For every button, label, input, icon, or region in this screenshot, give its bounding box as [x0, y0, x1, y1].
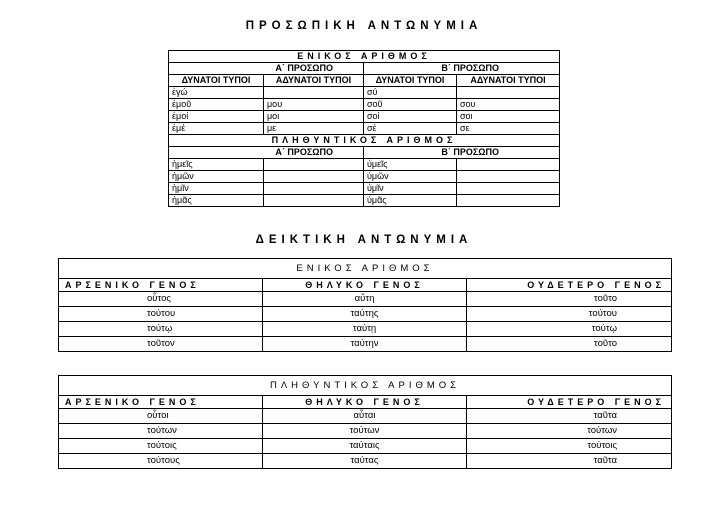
cell [457, 183, 560, 195]
masculine-header: ΑΡΣΕΝΙΚΟ ΓΕΝΟΣ [59, 396, 263, 409]
cell: σέ [364, 123, 457, 135]
cell: ἡμᾶς [169, 195, 264, 207]
cell: αὕτη [263, 292, 467, 307]
plural-header: ΠΛΗΘΥΝΤΙΚΟΣ ΑΡΙΘΜΟΣ [169, 135, 560, 147]
cell: σου [457, 99, 560, 111]
cell [457, 195, 560, 207]
cell: ὑμεῖς [364, 159, 457, 171]
cell: ἐγώ [169, 87, 264, 99]
personal-pronoun-table [168, 50, 560, 207]
neuter-header: ΟΥΔΕΤΕΡΟ ΓΕΝΟΣ [467, 396, 672, 409]
col-header: ΑΔΥΝΑΤΟΙ ΤΥΠΟΙ [264, 75, 364, 87]
cell: τούτοις [59, 439, 263, 454]
cell: μου [264, 99, 364, 111]
col-header: ΔΥΝΑΤΟΙ ΤΥΠΟΙ [169, 75, 264, 87]
cell: ὑμῶν [364, 171, 457, 183]
cell: ταύτης [263, 307, 467, 322]
cell: τούτου [59, 307, 263, 322]
cell: τούτῳ [467, 322, 672, 337]
feminine-header: ΘΗΛΥΚΟ ΓΕΝΟΣ [263, 396, 467, 409]
demonstrative-plural-table [58, 375, 672, 469]
table-row [59, 292, 672, 307]
table-row [169, 195, 560, 207]
cell [457, 171, 560, 183]
cell: τοῦτον [59, 337, 263, 352]
personal-pronoun-title: ΠΡΟΣΩΠΙΚΗ ΑΝΤΩΝΥΜΙΑ [245, 20, 483, 32]
cell: ταύτῃ [263, 322, 467, 337]
table-row [169, 87, 560, 99]
table-row [169, 123, 560, 135]
table-row [59, 307, 672, 322]
table-row [169, 171, 560, 183]
table-row [169, 159, 560, 171]
cell: ταῦτα [467, 409, 672, 424]
demonstrative-pronoun-title: ΔΕΙΚΤΙΚΗ ΑΝΤΩΝΥΜΙΑ [255, 234, 473, 246]
table-row [59, 454, 672, 469]
cell: ὑμᾶς [364, 195, 457, 207]
feminine-header: ΘΗΛΥΚΟ ΓΕΝΟΣ [263, 279, 467, 292]
cell [457, 87, 560, 99]
cell: ἐμοῦ [169, 99, 264, 111]
cell [264, 195, 364, 207]
table-row [59, 439, 672, 454]
singular-header: ΕΝΙΚΟΣ ΑΡΙΘΜΟΣ [169, 51, 560, 63]
cell: σοί [364, 111, 457, 123]
cell: αὗται [263, 409, 467, 424]
cell [457, 159, 560, 171]
singular-header: ΕΝΙΚΟΣ ΑΡΙΘΜΟΣ [59, 259, 672, 279]
cell: τούτῳ [59, 322, 263, 337]
table-row [59, 322, 672, 337]
cell: ἡμῶν [169, 171, 264, 183]
cell: ὑμῖν [364, 183, 457, 195]
table-row [169, 99, 560, 111]
cell: τούτου [467, 307, 672, 322]
col-header: ΑΔΥΝΑΤΟΙ ΤΥΠΟΙ [457, 75, 560, 87]
masculine-header: ΑΡΣΕΝΙΚΟ ΓΕΝΟΣ [59, 279, 263, 292]
cell: σοῦ [364, 99, 457, 111]
first-person-header: Α΄ ΠΡΟΣΩΠΟ [169, 147, 364, 159]
cell: τούτων [263, 424, 467, 439]
table-row [59, 424, 672, 439]
cell: τούτων [59, 424, 263, 439]
cell [264, 171, 364, 183]
table-row [169, 111, 560, 123]
cell [264, 183, 364, 195]
cell [264, 87, 364, 99]
demonstrative-singular-table [58, 258, 672, 352]
cell: τούτους [59, 454, 263, 469]
cell: τοῦτο [467, 292, 672, 307]
cell: ταύταις [263, 439, 467, 454]
plural-header: ΠΛΗΘΥΝΤΙΚΟΣ ΑΡΙΘΜΟΣ [59, 376, 672, 396]
cell: ταύτας [263, 454, 467, 469]
cell: ἐμοί [169, 111, 264, 123]
cell: τούτοις [467, 439, 672, 454]
table-row [169, 183, 560, 195]
cell: ταύτην [263, 337, 467, 352]
col-header: ΔΥΝΑΤΟΙ ΤΥΠΟΙ [364, 75, 457, 87]
cell: τούτων [467, 424, 672, 439]
cell: σύ [364, 87, 457, 99]
cell: τοῦτο [467, 337, 672, 352]
cell: μοι [264, 111, 364, 123]
cell: οὗτος [59, 292, 263, 307]
second-person-header: Β΄ ΠΡΟΣΩΠΟ [364, 63, 560, 75]
cell: ταῦτα [467, 454, 672, 469]
cell: με [264, 123, 364, 135]
cell [264, 159, 364, 171]
cell: σοι [457, 111, 560, 123]
cell: σε [457, 123, 560, 135]
neuter-header: ΟΥΔΕΤΕΡΟ ΓΕΝΟΣ [467, 279, 672, 292]
second-person-header: Β΄ ΠΡΟΣΩΠΟ [364, 147, 560, 159]
cell: ἐμέ [169, 123, 264, 135]
first-person-header: Α΄ ΠΡΟΣΩΠΟ [169, 63, 364, 75]
cell: ἡμῖν [169, 183, 264, 195]
cell: οὗτοι [59, 409, 263, 424]
cell: ἡμεῖς [169, 159, 264, 171]
table-row [59, 409, 672, 424]
table-row [59, 337, 672, 352]
